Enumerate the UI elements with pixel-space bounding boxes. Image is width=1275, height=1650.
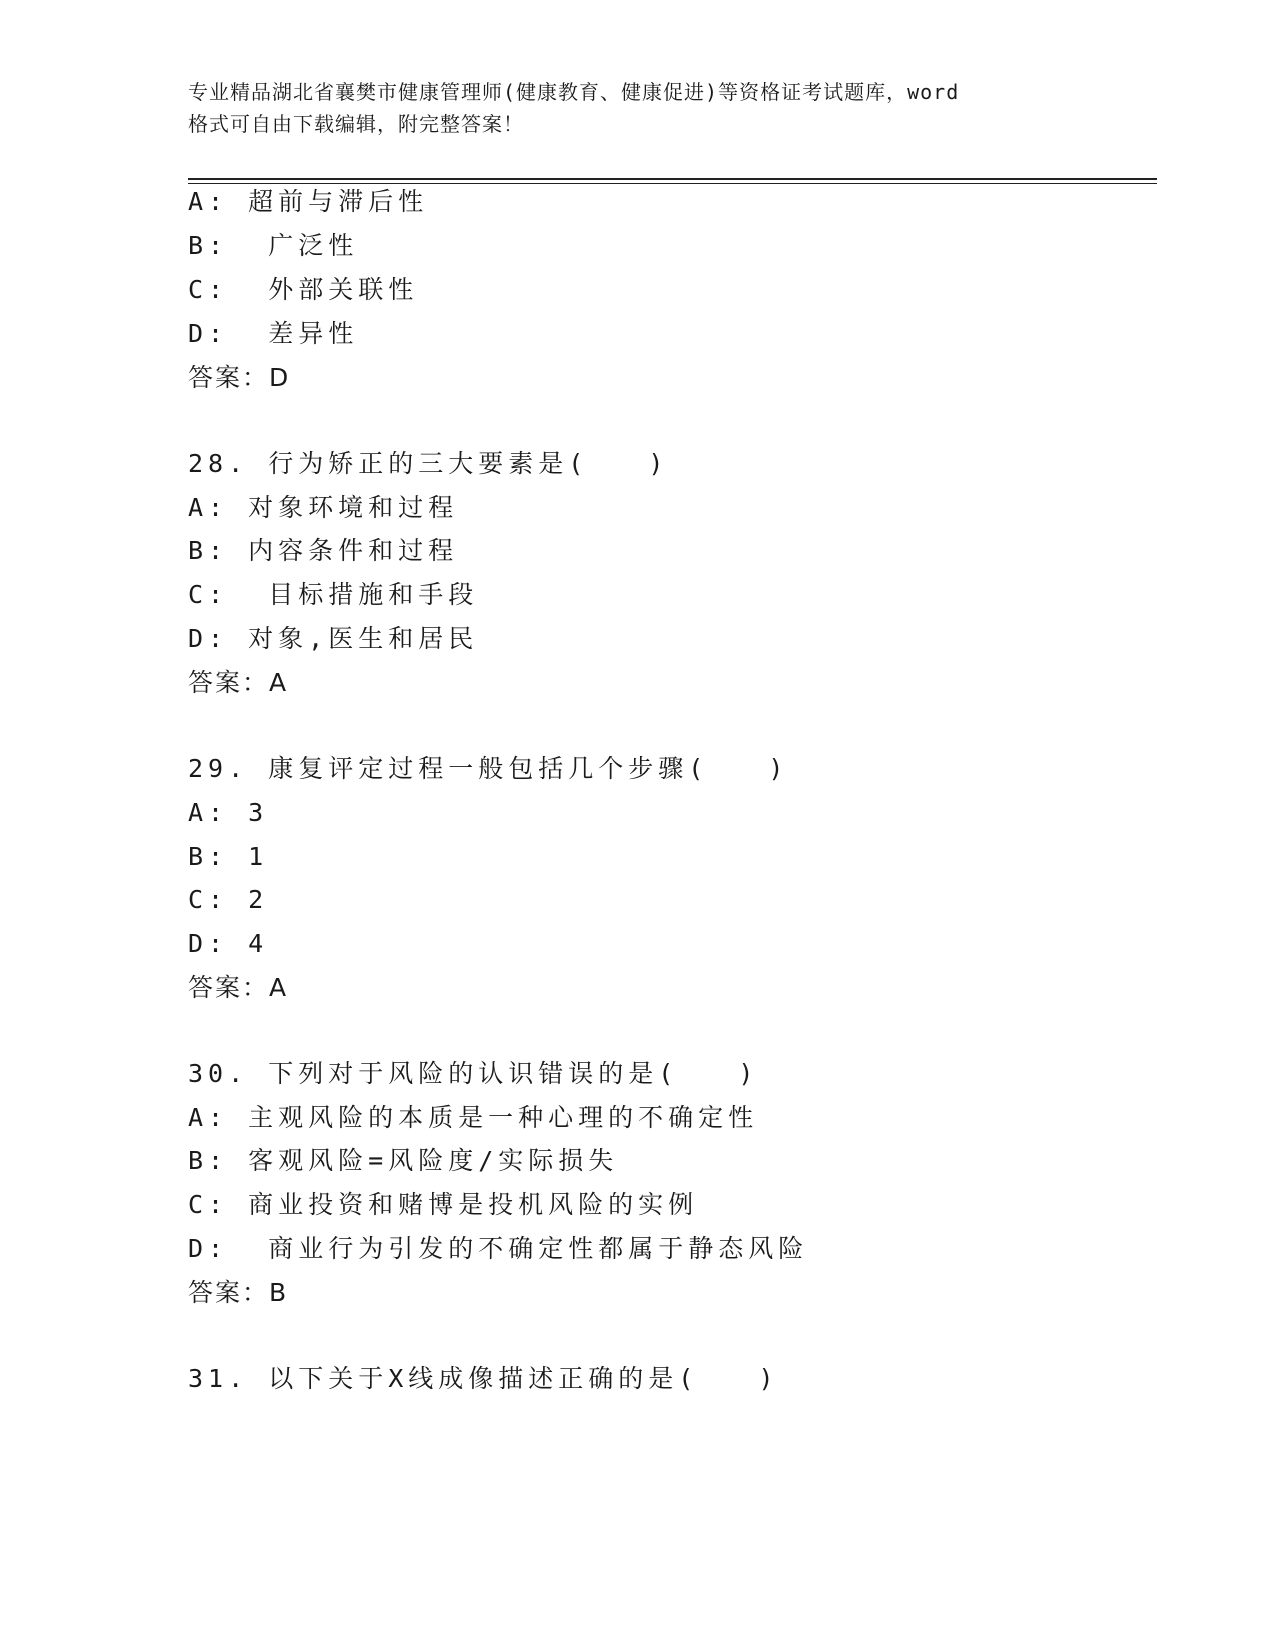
q28-option-b: B: 内容条件和过程 — [188, 536, 459, 565]
q29-option-d: D: 4 — [188, 929, 269, 958]
document-header — [188, 76, 1088, 140]
header-line-2: 格式可自由下载编辑，附完整答案！ — [188, 112, 524, 136]
q29-answer: 答案：A — [188, 973, 289, 1002]
q30-answer: 答案：B — [188, 1278, 289, 1307]
q28-answer: 答案：A — [188, 668, 289, 697]
q29-option-b: B: 1 — [188, 842, 269, 871]
q30-option-c: C: 商业投资和赌博是投机风险的实例 — [188, 1190, 699, 1219]
q29-option-a: A: 3 — [188, 798, 269, 827]
header-divider-thin — [188, 183, 1157, 184]
q28-option-c: C: 目标措施和手段 — [188, 580, 479, 609]
q27-option-c: C: 外部关联性 — [188, 275, 419, 304]
q28-option-d: D: 对象,医生和居民 — [188, 624, 479, 653]
q27-option-d: D: 差异性 — [188, 319, 359, 348]
q30-option-d: D: 商业行为引发的不确定性都属于静态风险 — [188, 1234, 809, 1263]
q30-option-b: B: 客观风险=风险度/实际损失 — [188, 1146, 619, 1175]
q27-answer: 答案：D — [188, 363, 291, 392]
q28-option-a: A: 对象环境和过程 — [188, 493, 459, 522]
q29-question: 29. 康复评定过程一般包括几个步骤( ) — [188, 754, 789, 783]
header-line-1: 专业精品湖北省襄樊市健康管理师(健康教育、健康促进)等资格证考试题库，word — [188, 80, 960, 104]
q29-option-c: C: 2 — [188, 885, 269, 914]
q30-question: 30. 下列对于风险的认识错误的是( ) — [188, 1059, 759, 1088]
q27-option-b: B: 广泛性 — [188, 231, 359, 260]
q30-option-a: A: 主观风险的本质是一种心理的不确定性 — [188, 1103, 759, 1132]
q27-option-a: A: 超前与滞后性 — [188, 187, 429, 216]
q28-question: 28. 行为矫正的三大要素是( ) — [188, 449, 669, 478]
q31-question: 31. 以下关于X线成像描述正确的是( ) — [188, 1364, 779, 1393]
header-divider-thick — [188, 178, 1157, 180]
